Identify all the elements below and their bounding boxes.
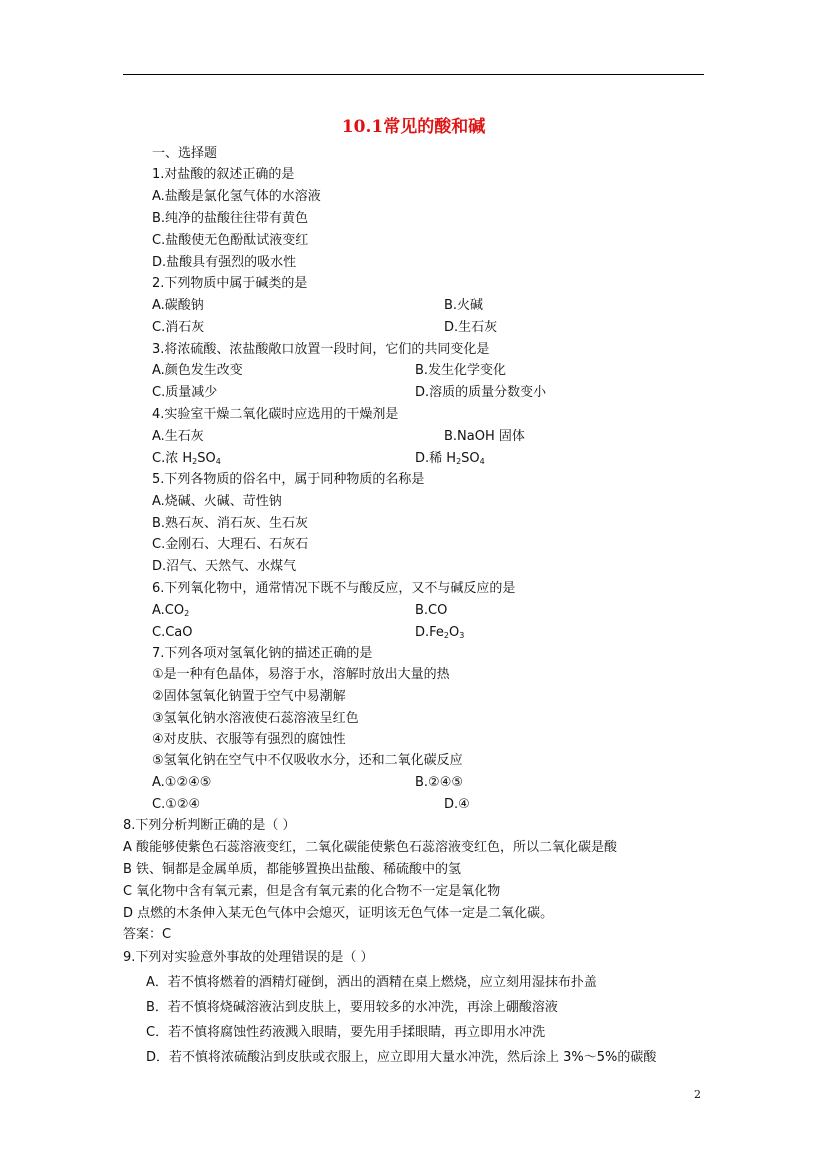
question-9-option-c: C．若不慎将腐蚀性药液溅入眼睛，要先用手揉眼睛，再立即用水冲洗: [146, 1025, 546, 1040]
question-9-option-a: A．若不慎将燃着的酒精灯碰倒，洒出的酒精在桌上燃烧，应立刻用湿抹布扑盖: [146, 975, 597, 990]
question-2-stem: 2.下列物质中属于碱类的是: [152, 276, 308, 291]
question-7-option-b: B.②④⑤: [415, 775, 464, 790]
question-2-option-b: B.火碱: [444, 298, 484, 313]
question-7-option-d: D.④: [444, 797, 470, 812]
question-8-answer: 答案：C: [123, 927, 172, 942]
question-5-stem: 5.下列各物质的俗名中，属于同种物质的名称是: [152, 472, 425, 487]
question-7-statement-4: ④对皮肤、衣服等有强烈的腐蚀性: [152, 732, 346, 747]
question-1-stem: 1.对盐酸的叙述正确的是: [152, 167, 295, 182]
question-8-option-a: A 酸能够使紫色石蕊溶液变红，二氧化碳能使紫色石蕊溶液变红色，所以二氧化碳是酸: [123, 840, 618, 855]
question-6-option-a: $A.CO_2$: [152, 603, 190, 618]
question-9-option-b: B．若不慎将烧碱溶液沾到皮肤上，要用较多的水冲洗，再涂上硼酸溶液: [146, 1000, 558, 1015]
question-3-option-d: D.溶质的质量分数变小: [415, 385, 547, 400]
question-3-option-a: A.颜色发生改变: [152, 363, 243, 378]
question-3-stem: 3.将浓硫酸、浓盐酸敞口放置一段时间，它们的共同变化是: [152, 342, 490, 357]
question-9-stem: 9.下列对实验意外事故的处理错误的是（ ）: [123, 950, 374, 965]
page-title: 10.1常见的酸和碱: [341, 117, 486, 137]
question-3-option-b: B.发生化学变化: [415, 363, 507, 378]
question-8-option-d: D 点燃的木条伸入某无色气体中会熄灭，证明该无色气体一定是二氧化碳。: [123, 906, 554, 921]
question-5-option-d: D.沼气、天然气、水煤气: [152, 559, 297, 574]
question-4-option-c: C.浓 $H_2SO_4$: [152, 451, 221, 466]
question-8-stem: 8.下列分析判断正确的是（ ）: [123, 818, 296, 833]
question-7-statement-1: ①是一种有色晶体，易溶于水，溶解时放出大量的热: [152, 667, 450, 682]
question-2-option-c: C.消石灰: [152, 320, 205, 335]
question-7-statement-5: ⑤氢氧化钠在空气中不仅吸收水分，还和二氧化碳反应: [152, 753, 463, 768]
question-2-option-d: D.生石灰: [444, 320, 498, 335]
question-5-option-a: A.烧碱、火碱、苛性钠: [152, 494, 282, 509]
question-9-option-d: D．若不慎将浓硫酸沾到皮肤或衣服上，应立即用大量水冲洗，然后涂上 3%～5%的碳酸: [146, 1050, 657, 1065]
page-number: 2: [694, 1088, 701, 1101]
header-rule: [123, 74, 704, 75]
question-4-stem: 4.实验室干燥二氧化碳时应选用的干燥剂是: [152, 407, 399, 422]
question-6-option-d: $D.Fe_2O_3$: [415, 625, 465, 640]
question-4-option-a: A.生石灰: [152, 429, 204, 444]
question-1-option-b: B.纯净的盐酸往往带有黄色: [152, 211, 309, 226]
question-8-option-c: C 氧化物中含有氧元素，但是含有氧元素的化合物不一定是氧化物: [123, 884, 501, 899]
question-6-option-c: C.CaO: [152, 625, 193, 640]
question-5-option-c: C.金刚石、大理石、石灰石: [152, 537, 309, 552]
question-7-option-a: A.①②④⑤: [152, 775, 212, 790]
section-heading: 一、选择题: [152, 146, 218, 161]
question-1-option-c: C.盐酸使无色酚酞试液变红: [152, 233, 309, 248]
question-4-option-d: D.稀 $H_2SO_4$: [415, 451, 485, 466]
question-1-option-d: D.盐酸具有强烈的吸水性: [152, 255, 297, 270]
question-7-stem: 7.下列各项对氢氧化钠的描述正确的是: [152, 646, 373, 661]
question-7-option-c: C.①②④: [152, 797, 201, 812]
question-6-stem: 6.下列氧化物中，通常情况下既不与酸反应，又不与碱反应的是: [152, 581, 516, 596]
question-4-option-b: B.NaOH 固体: [444, 429, 525, 444]
question-5-option-b: B.熟石灰、消石灰、生石灰: [152, 516, 309, 531]
question-7-statement-2: ②固体氢氧化钠置于空气中易潮解: [152, 689, 346, 704]
question-2-option-a: A.碳酸钠: [152, 298, 204, 313]
question-8-option-b: B 铁、铜都是金属单质，都能够置换出盐酸、稀硫酸中的氢: [123, 862, 462, 877]
question-7-statement-3: ③氢氧化钠水溶液使石蕊溶液呈红色: [152, 711, 359, 726]
question-3-option-c: C.质量减少: [152, 385, 218, 400]
question-6-option-b: B.CO: [415, 603, 448, 618]
question-1-option-a: A.盐酸是氯化氢气体的水溶液: [152, 189, 321, 204]
